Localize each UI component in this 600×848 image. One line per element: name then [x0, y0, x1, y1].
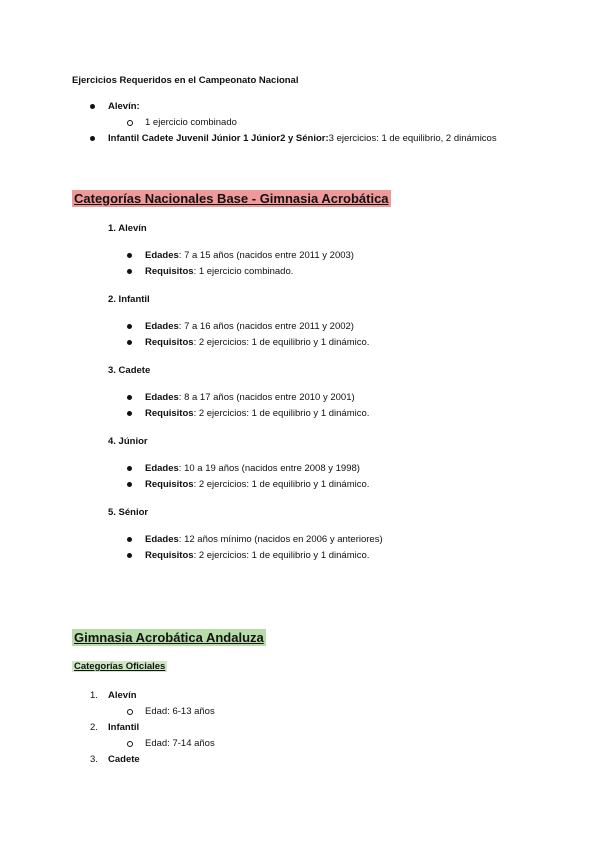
bullet-icon [90, 136, 95, 141]
bullet-icon [127, 553, 132, 558]
category-title: 3. Cadete [108, 365, 151, 376]
list-item-sub: Edad: 7-14 años [145, 738, 215, 749]
section1-item2-text: 3 ejercicios: 1 de equilibrio, 2 dinámicos [328, 133, 497, 144]
bullet-icon [127, 466, 132, 471]
category-requisitos: Requisitos: 2 ejercicios: 1 de equilibrio y 1 dinámico. [145, 479, 370, 490]
category-requisitos: Requisitos: 2 ejercicios: 1 de equilibrio y 1 dinámico. [145, 408, 370, 419]
category-edades: Edades: 12 años mínimo (nacidos en 2006 y anteriores) [145, 534, 383, 545]
bullet-icon [127, 395, 132, 400]
section1-item2 [108, 132, 497, 145]
section2-heading: Categorías Nacionales Base - Gimnasia Acrobática [74, 191, 389, 206]
section1-title: Ejercicios Requeridos en el Campeonato Nacional [72, 75, 299, 86]
bullet-icon [127, 482, 132, 487]
category-title: 4. Júnior [108, 436, 148, 447]
list-item-label: Alevín [108, 690, 137, 701]
category-edades: Edades: 8 a 17 años (nacidos entre 2010 y 2001) [145, 392, 355, 403]
bullet-icon [90, 104, 95, 109]
category-requisitos: Requisitos: 1 ejercicio combinado. [145, 266, 294, 277]
category-requisitos: Requisitos: 2 ejercicios: 1 de equilibrio y 1 dinámico. [145, 550, 370, 561]
hollow-bullet-icon [127, 741, 133, 747]
bullet-icon [127, 537, 132, 542]
section3-subheading: Categorías Oficiales [74, 661, 166, 672]
bullet-icon [127, 340, 132, 345]
section3-heading: Gimnasia Acrobática Andaluza [74, 630, 264, 645]
bullet-icon [127, 269, 132, 274]
bullet-icon [127, 411, 132, 416]
category-title: 2. Infantil [108, 294, 150, 305]
bullet-icon [127, 324, 132, 329]
list-number: 2. [90, 722, 98, 733]
hollow-bullet-icon [127, 709, 133, 715]
category-title: 1. Alevín [108, 223, 147, 234]
section1-item2-label: Infantil Cadete Juvenil Júnior 1 Júnior2 y Sénior: [108, 133, 329, 144]
bullet-icon [127, 253, 132, 258]
list-item-sub: Edad: 6-13 años [145, 706, 215, 717]
category-title: 5. Sénior [108, 507, 149, 518]
category-edades: Edades: 7 a 15 años (nacidos entre 2011 y 2003) [145, 250, 354, 261]
section1-item1-sub: 1 ejercicio combinado [145, 117, 237, 128]
list-number: 3. [90, 754, 98, 765]
list-item-label: Infantil [108, 722, 140, 733]
section1-item1-label: Alevín: [108, 101, 140, 112]
list-number: 1. [90, 690, 98, 701]
category-edades: Edades: 7 a 16 años (nacidos entre 2011 y 2002) [145, 321, 354, 332]
list-item-label: Cadete [108, 754, 140, 765]
hollow-bullet-icon [127, 120, 133, 126]
category-requisitos: Requisitos: 2 ejercicios: 1 de equilibrio y 1 dinámico. [145, 337, 370, 348]
category-edades: Edades: 10 a 19 años (nacidos entre 2008 y 1998) [145, 463, 360, 474]
